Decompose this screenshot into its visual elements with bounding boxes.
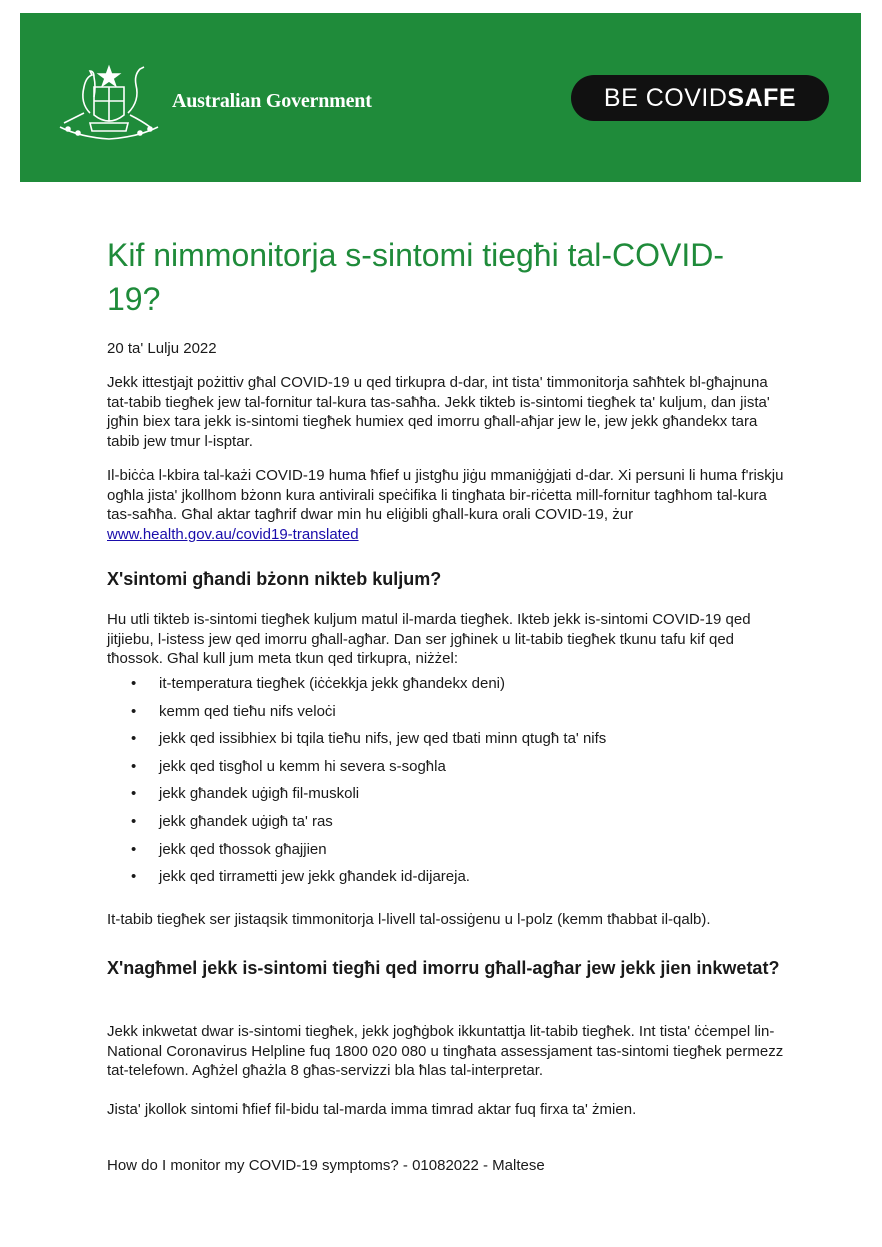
note-paragraph: Jista' jkollok sintomi ħfief fil-bidu tal-marda imma timrad aktar fuq firxa ta' żmien.	[107, 1101, 637, 1118]
bullet-icon: •	[131, 868, 137, 886]
list-item-text: it-temperatura tiegħek (iċċekkja jekk għandekx deni)	[159, 675, 506, 692]
list-item	[107, 674, 787, 702]
helpline-paragraph: Jekk inkwetat dwar is-sintomi tiegħek, jekk jogħġbok ikkuntattja lit-tabib tiegħek. Int tista' ċċempel lin-National Coronavirus Helpline fuq 1800 020 080 u tingħata assessjament tas-sintomi tiegħek permezz tat-telefown. Agħżel għażla 8 għas-servizzi bla ħlas tal-interpretar.	[107, 1023, 784, 1079]
monitoring-paragraph: It-tabib tiegħek ser jistaqsik timmonitorja l-livell tal-ossiġenu u l-polz (kemm tħabbat il-qalb).	[107, 911, 711, 928]
antiviral-text: Il-biċċa l-kbira tal-każi COVID-19 huma ħfief u jistgħu jiġu mmaniġġjati d-dar. Xi persuni li huma f'riskju ogħla jista' jkollhom bżonn kura antivirali speċifika li tingħata bir-riċetta mill-fornitur tagħhom tal-kura tas-saħħa. Għal aktar tagħrif dwar min hu eliġibli għall-kura orali COVID-19, żur	[107, 467, 784, 523]
badge-text-bold: SAFE	[727, 84, 797, 112]
health-link[interactable]: www.health.gov.au/covid19-translated	[107, 525, 359, 543]
page-title: Kif nimmonitorja s-sintomi tiegħi tal-COVID-19?	[107, 237, 725, 317]
badge-text-light: BE COVID	[603, 84, 728, 112]
section-heading-worsening: X'nagħmel jekk is-sintomi tiegħi qed imorru għall-agħar jew jekk jien inkwetat?	[107, 958, 780, 978]
bullet-icon: •	[131, 702, 137, 720]
intro-paragraph: Jekk ittestjajt pożittiv għal COVID-19 u qed tirkupra d-dar, int tista' timmonitorja saħħtek bl-għajnuna tat-tabib tiegħek jew tal-fornitur tal-kura tas-saħħa. Jekk tikteb is-sintomi tiegħek ta' kuljum, dan jista' jgħin biex tara jekk is-sintomi tiegħek humiex qed imorru għall-aħjar jew le, jew jekk għandekx tara tabib jew tmur l-isptar.	[107, 374, 770, 450]
list-item	[107, 812, 787, 840]
list-item-text: jekk qed tħossok għajjien	[159, 840, 327, 858]
list-item	[107, 784, 787, 812]
list-item-text: kemm qed tieħu nifs veloċi	[159, 702, 336, 720]
list-item	[107, 757, 787, 785]
bullet-icon: •	[131, 812, 137, 830]
coat-of-arms-icon	[50, 57, 168, 145]
list-item	[107, 729, 787, 757]
list-item-text: jekk għandek uġigħ fil-muskoli	[159, 785, 360, 803]
bullet-icon: •	[131, 730, 137, 748]
bullet-icon: •	[131, 840, 137, 858]
list-item-text: jekk qed issibhiex bi tqila tieħu nifs, jew qed tbati minn qtugħ ta' nifs	[159, 730, 607, 748]
bullet-icon: •	[131, 785, 137, 803]
list-item	[107, 702, 787, 730]
symptom-list	[107, 674, 787, 895]
page-footer: How do I monitor my COVID-19 symptoms? - 01082022 - Maltese	[107, 1157, 545, 1174]
government-name: Australian Government	[172, 90, 372, 112]
list-item-text: jekk għandek uġigħ ta' ras	[159, 812, 333, 830]
antiviral-paragraph	[107, 466, 787, 544]
section-heading-symptoms: X'sintomi għandi bżonn nikteb kuljum?	[107, 569, 442, 589]
header-banner	[20, 13, 861, 182]
list-item-text: jekk qed tirrametti jew jekk għandek id-dijareja.	[159, 868, 470, 886]
list-item	[107, 867, 787, 895]
publication-date: 20 ta' Lulju 2022	[107, 340, 217, 357]
bullet-icon: •	[131, 675, 137, 692]
list-item	[107, 840, 787, 868]
symptoms-intro-paragraph: Hu utli tikteb is-sintomi tiegħek kuljum matul il-marda tiegħek. Ikteb jekk is-sintomi COVID-19 qed jitjiebu, l-istess jew qed imorru għall-agħar. Dan ser jgħinek u lit-tabib tiegħek tkunu tafu kif qed tħossok. Għal kull jum meta tkun qed tirkupra, niżżel:	[107, 611, 751, 667]
be-covidsafe-badge	[571, 75, 829, 121]
bullet-icon: •	[131, 757, 137, 775]
list-item-text: jekk qed tisgħol u kemm hi severa s-sogħla	[159, 757, 446, 775]
